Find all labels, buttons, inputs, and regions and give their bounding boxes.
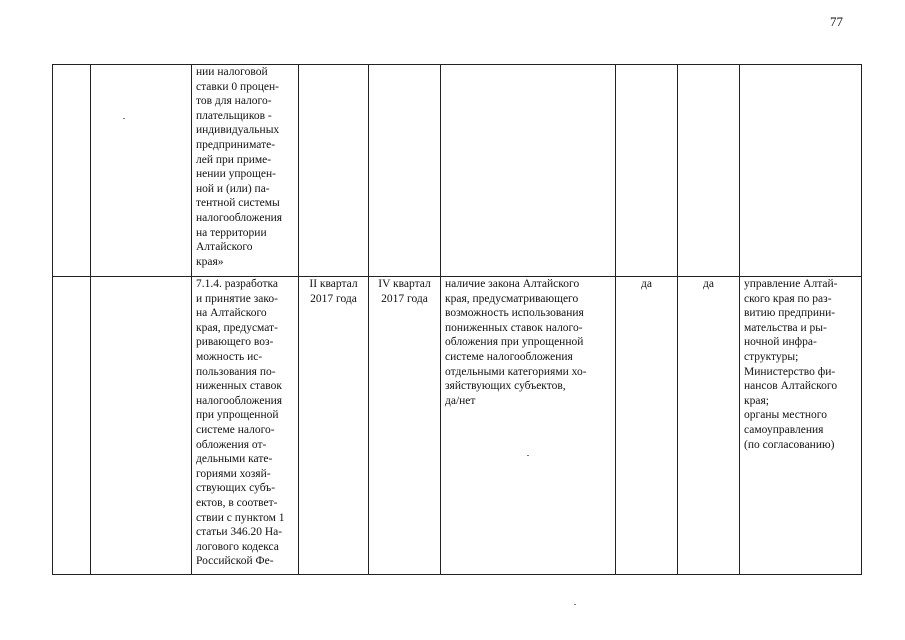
- number-cell: [53, 65, 91, 277]
- value-text: да: [641, 278, 652, 290]
- page-number: 77: [830, 14, 843, 29]
- scan-speck: [527, 455, 529, 456]
- indicator-cell: [441, 65, 616, 277]
- value-cell: [678, 65, 740, 277]
- measure-text: нии налоговой ставки 0 процен- тов для налого- плательщиков - индивидуальных предпринимате- лей при приме- нении упрощен- ной и (или) па- тентной системы налогообложения на территории Алтайского края»: [196, 66, 283, 268]
- section-cell: [91, 65, 192, 277]
- end-date-text: IV квартал 2017 года: [378, 278, 431, 305]
- end-date-cell: [369, 277, 441, 575]
- measure-cell: [192, 277, 299, 575]
- start-date-text: II квартал 2017 года: [309, 278, 358, 305]
- value-cell: [678, 277, 740, 575]
- start-date-cell: [299, 65, 369, 277]
- plan-table: [52, 64, 862, 575]
- value-text: да: [703, 278, 714, 290]
- measure-cell: [192, 65, 299, 277]
- scan-speck: [123, 118, 125, 119]
- indicator-cell: [441, 277, 616, 575]
- value-cell: [616, 65, 678, 277]
- table-row: [53, 277, 862, 575]
- end-date-cell: [369, 65, 441, 277]
- measure-text: 7.1.4. разработка и принятие зако- на Алтайского края, предусмат- ривающего воз- можность ис- пользования по- ниженных ставок налогообложения при упрощенной системе налого- обложения от- дельными кате- гориями хозяй- ствующих субъ- ектов, в соответ- ствии с пунктом 1 статьи 346.20 На- логового кодекса Российской Фе-: [196, 278, 285, 568]
- table-row: [53, 65, 862, 277]
- responsible-cell: [740, 65, 862, 277]
- start-date-cell: [299, 277, 369, 575]
- value-cell: [616, 277, 678, 575]
- number-cell: [53, 277, 91, 575]
- scan-speck: [574, 604, 576, 605]
- indicator-text: наличие закона Алтайского края, предусматривающего возможность использования пониженных ставок налого- обложения при упрощенной системе налогообложения отдельными категориями хо- зяйствующих субъектов, да/нет: [445, 278, 587, 407]
- responsible-text: управление Алтай- ского края по раз- витию предприни- мательства и ры- ночной инфра- структуры; Министерство фи- нансов Алтайского края; органы местного самоуправления (по согласованию): [744, 278, 838, 451]
- section-cell: [91, 277, 192, 575]
- responsible-cell: [740, 277, 862, 575]
